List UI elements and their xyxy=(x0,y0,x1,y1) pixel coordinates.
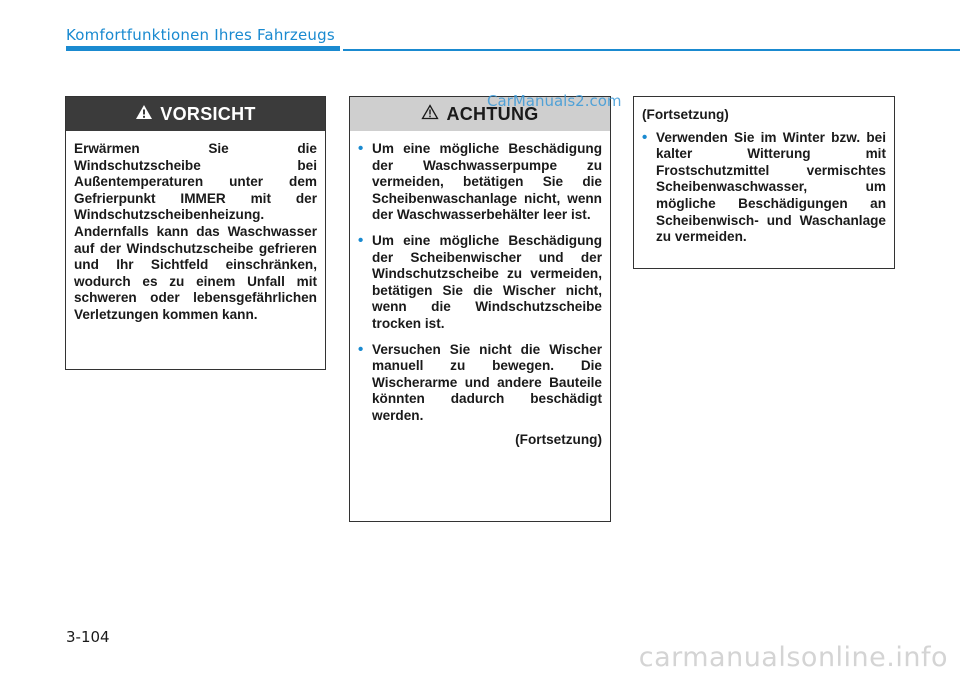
fortsetzung-heading: (Fortsetzung) xyxy=(642,107,729,122)
header-rule-thick xyxy=(66,46,340,51)
vorsicht-title: VORSICHT xyxy=(160,103,256,124)
achtung-box xyxy=(349,96,611,522)
fortsetzung-box xyxy=(633,96,895,269)
achtung-body xyxy=(350,131,610,458)
vorsicht-header xyxy=(66,97,325,131)
warning-triangle-icon xyxy=(421,104,439,125)
page-number: 3-104 xyxy=(66,628,110,646)
fortsetzung-body xyxy=(634,97,894,265)
fortsetzung-list xyxy=(642,130,886,246)
vorsicht-text: Erwärmen Sie die Windschutzscheibe bei Außentemperaturen unter dem Gefrierpunkt IMMER mit der Windschutzscheibenheizung. Andernfalls kann das Waschwasser auf der Windschutzscheibe gefrieren und Ihr Sichtfeld einschränken, wodurch es zu einem Unfall mit schweren oder lebensgefährlichen Verletzungen kommen kann. xyxy=(74,141,317,322)
list-item: • Verwenden Sie im Winter bzw. bei kalter Witterung mit Frostschutzmittel vermischtes Scheibenwaschwasser, um mögliche Beschädigungen an Scheibenwisch- und Waschanlage zu vermeiden. xyxy=(642,130,886,246)
warning-triangle-icon xyxy=(135,104,153,125)
list-item: • Um eine mögliche Beschädigung der Scheibenwischer und der Windschutzscheibe zu vermeiden, betätigen Sie die Wischer nicht, wenn die Windschutzscheibe trocken ist. xyxy=(358,233,602,333)
footer-site: carmanualsonline.info xyxy=(638,642,948,673)
section-title: Komfortfunktionen Ihres Fahrzeugs xyxy=(66,26,335,44)
achtung-title: ACHTUNG xyxy=(446,103,539,124)
list-item: • Versuchen Sie nicht die Wischer manuell zu bewegen. Die Wischerarme und andere Bauteile könnten dadurch beschädigt werden. xyxy=(358,342,602,425)
vorsicht-box xyxy=(65,96,326,370)
continued-label: (Fortsetzung) xyxy=(515,431,602,447)
watermark: CarManuals2.com xyxy=(487,92,622,110)
achtung-list xyxy=(358,141,602,425)
header-rule-thin xyxy=(343,49,960,51)
list-item: • Um eine mögliche Beschädigung der Waschwasserpumpe zu vermeiden, betätigen Sie die Scheibenwaschanlage nicht, wenn der Waschwasserbehälter leer ist. xyxy=(358,141,602,224)
